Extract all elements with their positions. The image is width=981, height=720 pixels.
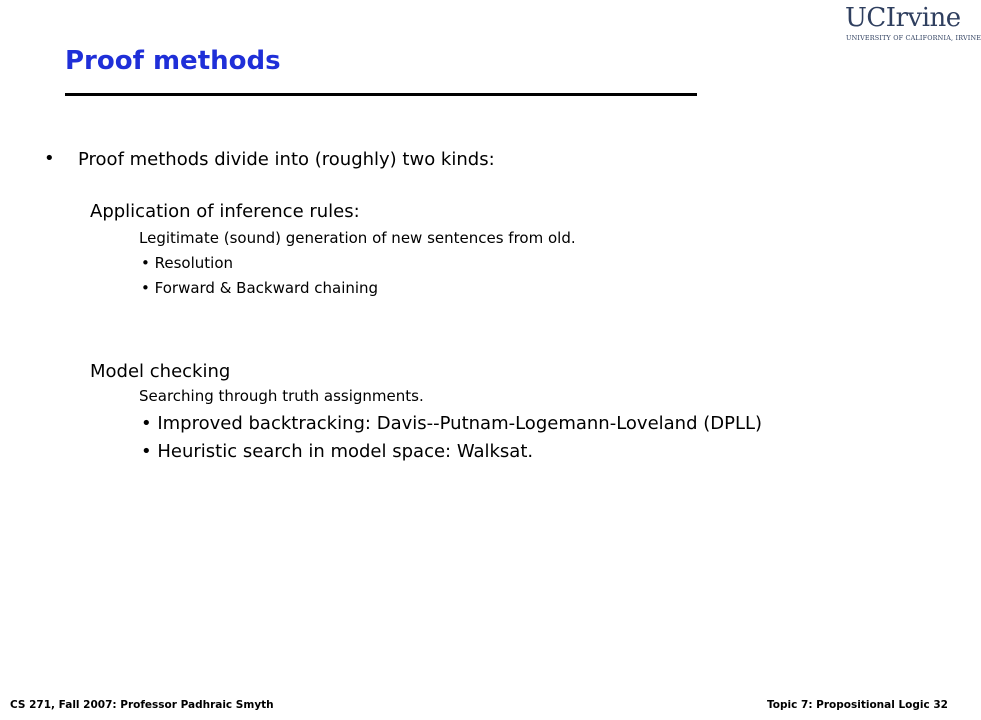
- section-heading-inference: Application of inference rules:: [90, 201, 360, 222]
- list-item: • Forward & Backward chaining: [141, 279, 379, 297]
- section-description-model-checking: Searching through truth assignments.: [139, 387, 424, 405]
- list-item-label: Improved backtracking: Davis--Putnam-Logemann-Loveland (DPLL): [157, 413, 763, 434]
- main-bullet: Proof methods divide into (roughly) two kinds:: [78, 149, 495, 170]
- list-item: • Improved backtracking: Davis--Putnam-Logemann-Loveland (DPLL): [141, 413, 763, 434]
- logo-subtitle: UNIVERSITY OF CALIFORNIA, IRVINE: [846, 34, 981, 42]
- footer-topic-page: Topic 7: Propositional Logic 32: [767, 699, 948, 711]
- list-item-label: Resolution: [154, 254, 234, 272]
- section-description-inference: Legitimate (sound) generation of new sentences from old.: [139, 229, 576, 247]
- title-underline: [65, 93, 697, 96]
- bullet-dot: •: [44, 148, 55, 169]
- list-item: • Resolution: [141, 254, 234, 272]
- list-item: • Heuristic search in model space: Walksat.: [141, 441, 534, 462]
- uci-logo: [845, 3, 981, 44]
- logo-wordmark: UCIrvine: [845, 3, 961, 33]
- section-heading-model-checking: Model checking: [90, 361, 231, 382]
- list-item-label: Heuristic search in model space: Walksat.: [157, 441, 534, 462]
- slide-title: Proof methods: [65, 46, 281, 76]
- list-item-label: Forward & Backward chaining: [154, 279, 379, 297]
- footer-course: CS 271, Fall 2007: Professor Padhraic Smyth: [10, 699, 274, 711]
